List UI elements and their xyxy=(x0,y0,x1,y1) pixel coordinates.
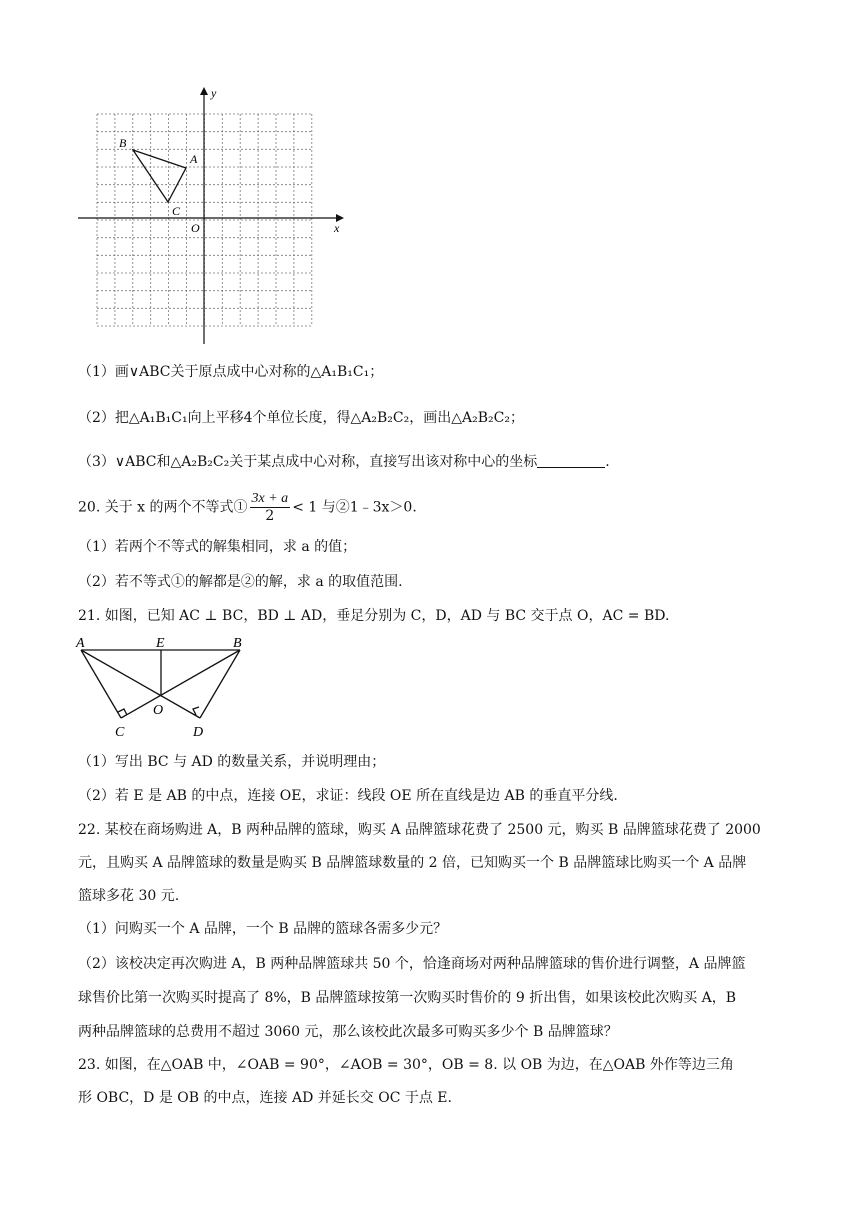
q21-part2: （2）若 E 是 AB 的中点，连接 OE，求证：线段 OE 所在直线是边 AB 的垂直平分线. xyxy=(78,788,618,804)
fig-label-a: A xyxy=(76,636,85,651)
y-axis-arrow xyxy=(200,87,208,95)
q22-part2-line2: 球售价比第一次购买时提高了 8%，B 品牌篮球按第一次购买时售价的 9 折出售，如果该校此次购买 A，B xyxy=(78,990,737,1006)
q20-part1: （1）若两个不等式的解集相同，求 a 的值； xyxy=(78,539,357,555)
y-axis-label: y xyxy=(211,86,217,100)
segment-ad xyxy=(81,650,200,718)
q22-part1: （1）问购买一个 A 品牌，一个 B 品牌的篮球各需多少元？ xyxy=(78,921,448,937)
q20-stem-pre: 20. 关于 x 的两个不等式① xyxy=(78,499,248,516)
q23-line2: 形 OBC，D 是 OB 的中点，连接 AD 并延长交 OC 于点 E. xyxy=(78,1090,452,1106)
point-a-label: A xyxy=(190,152,198,166)
segment-ac xyxy=(81,650,121,718)
point-c-label: C xyxy=(172,204,181,218)
q23-line1: 23. 如图，在△OAB 中，∠OAB = 90°，∠AOB = 30°，OB = 8. 以 OB 为边，在△OAB 外作等边三角 xyxy=(78,1057,734,1073)
q20-stem-post: < 1 与②1﹣3x＞0. xyxy=(292,499,417,516)
q19-part2: （2）把△A₁B₁C₁向上平移4个单位长度，得△A₂B₂C₂，画出△A₂B₂C₂； xyxy=(78,410,524,426)
q22-line1: 22. 某校在商场购进 A，B 两种品牌的篮球，购买 A 品牌篮球花费了 2500 元，购买 B 品牌篮球花费了 2000 xyxy=(78,822,761,838)
point-b-label: B xyxy=(119,136,127,150)
q19-part3 xyxy=(78,452,610,472)
fig-label-d: D xyxy=(193,725,204,740)
segment-bc xyxy=(121,650,240,718)
answer-blank xyxy=(537,453,605,468)
triangle-abc xyxy=(133,150,186,202)
q20-stem xyxy=(78,490,417,525)
fig-label-e: E xyxy=(156,636,165,651)
q21-figure xyxy=(72,630,252,740)
fig-label-o: O xyxy=(153,703,164,718)
q22-part2-line3: 两种品牌篮球的总费用不超过 3060 元，那么该校此次最多可购买多少个 B 品牌篮球？ xyxy=(78,1024,618,1040)
q22-line3: 篮球多花 30 元. xyxy=(78,888,180,904)
coordinate-grid-figure xyxy=(70,82,360,352)
fig-label-c: C xyxy=(115,725,125,740)
fig-label-b: B xyxy=(233,636,242,651)
fraction-numerator: 3x + a xyxy=(251,491,289,506)
q19-part3-end: . xyxy=(605,454,610,470)
q19-part1: （1）画∨ABC关于原点成中心对称的△A₁B₁C₁； xyxy=(78,364,384,380)
origin-label: O xyxy=(191,221,200,235)
x-axis-label: x xyxy=(334,221,340,235)
fraction-denominator: 2 xyxy=(265,508,275,524)
q22-line2: 元，且购买 A 品牌篮球的数量是购买 B 品牌篮球数量的 2 倍，已知购买一个 B 品牌篮球比购买一个 A 品牌 xyxy=(78,855,747,871)
q19-part3-text: （3）∨ABC和△A₂B₂C₂关于某点成中心对称，直接写出该对称中心的坐标 xyxy=(78,454,538,470)
q21-part1: （1）写出 BC 与 AD 的数量关系，并说明理由； xyxy=(78,754,386,770)
q20-part2: （2）若不等式①的解都是②的解，求 a 的取值范围. xyxy=(78,574,403,590)
q21-stem: 21. 如图，已知 AC ⊥ BC，BD ⊥ AD，垂足分别为 C，D，AD 与 BC 交于点 O，AC = BD. xyxy=(78,608,670,624)
q22-part2-line1: （2）该校决定再次购进 A，B 两种品牌篮球共 50 个，恰逢商场对两种品牌篮球的售价进行调整，A 品牌篮 xyxy=(78,956,746,972)
q20-fraction xyxy=(250,490,291,525)
segment-bd xyxy=(200,650,240,718)
